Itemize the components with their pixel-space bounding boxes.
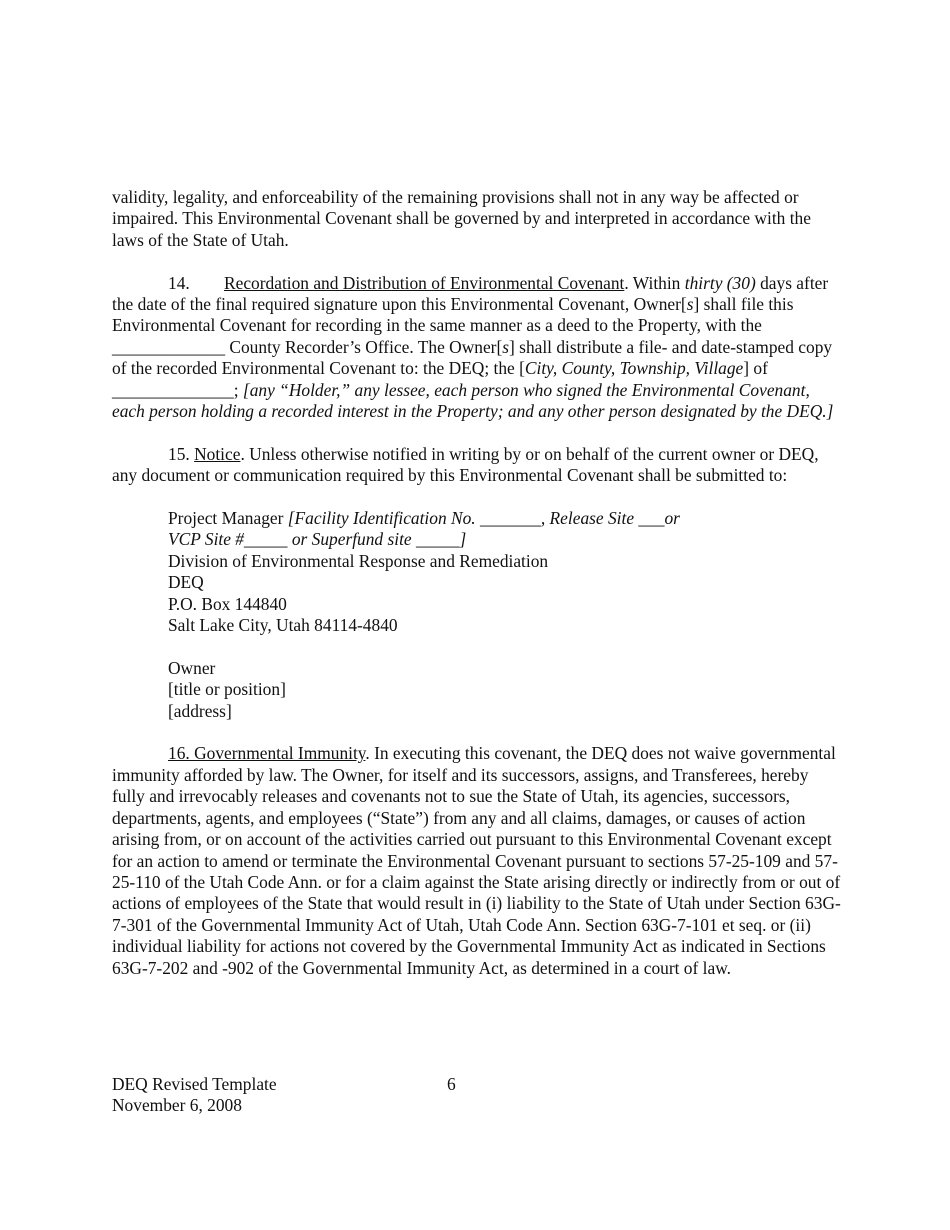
section-14-title: Recordation and Distribution of Environmental Covenant [224, 272, 625, 293]
address-block-deq: Project Manager [Facility Identification No. _______, Release Site ___or VCP Site #_____ or Superfund site _____] Division of Environmental Response and Remediation DEQ P.O. Box 144840 Salt Lake City, Utah 84114-4840 [168, 508, 680, 636]
paragraph-13-continuation: validity, legality, and enforceability of the remaining provisions shall not in any way be affected or impaired. This Environmental Covenant shall be governed by and interpreted in accordance with the laws of the State of Utah. [112, 187, 811, 250]
address-block-owner: Owner [title or position] [address] [168, 657, 286, 721]
section-14-number: 14. [168, 272, 190, 293]
page-footer [112, 1074, 842, 1117]
document-body [112, 187, 842, 1000]
section-14: 14. Recordation and Distribution of Environmental Covenant. Within thirty (30) days after the date of the final required signature upon this Environmental Covenant, Owner[s] shall file this Environmental Covenant for recording in the same manner as a deed to the Property, with the _____________ County Recorder’s Office. The Owner[s] shall distribute a file- and date-stamped copy of the recorded Environmental Covenant to: the DEQ; the [City, County, Township, Village] of ______________; [any “Holder,” any lessee, each person who signed the Environmental Covenant, each person holding a recorded interest in the Property; and any other person designated by the DEQ.] [112, 272, 834, 422]
section-15-number: 15. [168, 443, 195, 464]
section-15: 15. Notice. Unless otherwise notified in writing by or on behalf of the current owner or DEQ, any document or communication required by this Environmental Covenant shall be submitted to: [112, 443, 819, 486]
section-16-title: 16. Governmental Immunity [168, 743, 366, 764]
section-16: 16. Governmental Immunity. In executing this covenant, the DEQ does not waive governmental immunity afforded by law. The Owner, for itself and its successors, assigns, and Transferees, hereby fully and irrevocably releases and covenants not to sue the State of Utah, its agencies, successors, departments, agents, and employees (“State”) from any and all claims, damages, or causes of action arising from, or on account of the activities carried out pursuant to this Environmental Covenant except for an action to amend or terminate the Environmental Covenant pursuant to sections 57-25-109 and 57-25-110 of the Utah Code Ann. or for a claim against the State arising directly or indirectly from or out of actions of employees of the State that would result in (i) liability to the State of Utah under Section 63G-7-301 of the Governmental Immunity Act of Utah, Utah Code Ann. Section 63G-7-101 et seq. or (ii) individual liability for actions not covered by the Governmental Immunity Act as indicated in Sections 63G-7-202 and -902 of the Governmental Immunity Act, as determined in a court of law. [112, 743, 841, 978]
footer-date: November 6, 2008 [112, 1095, 242, 1116]
section-15-title: Notice [194, 443, 241, 464]
page-number: 6 [447, 1074, 456, 1094]
footer-template-label: DEQ Revised Template [112, 1074, 277, 1094]
